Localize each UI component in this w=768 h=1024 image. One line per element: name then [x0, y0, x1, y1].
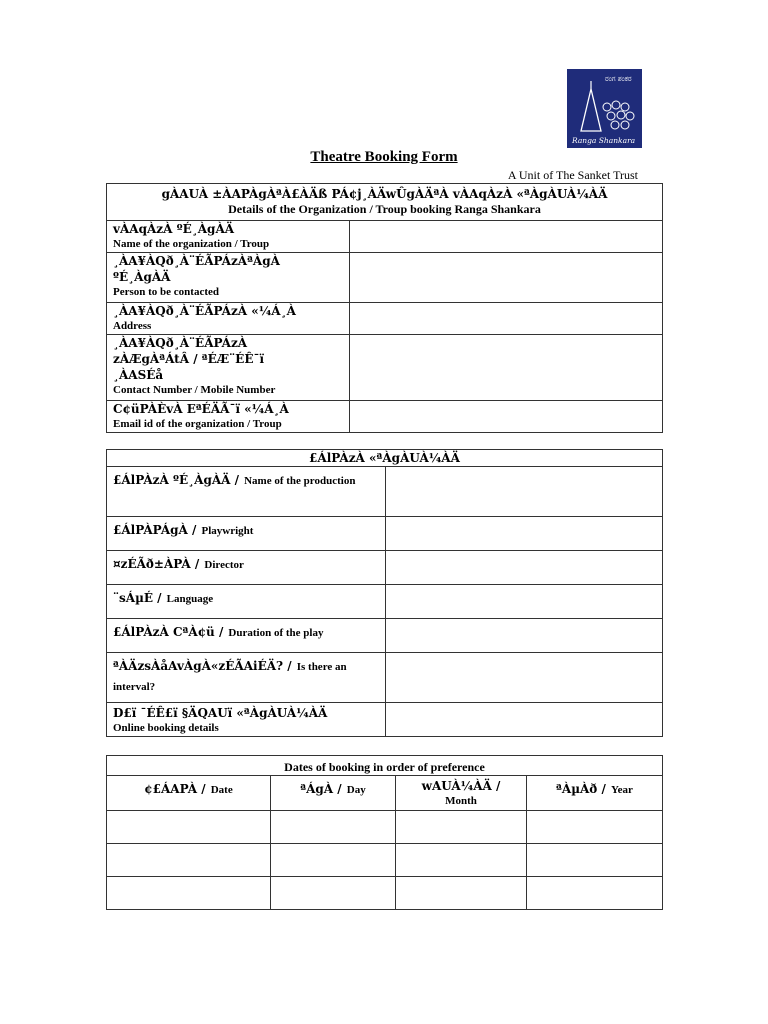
email-row: [107, 401, 663, 433]
email-english: Email id of the organization / Troup: [113, 418, 282, 430]
year-field[interactable]: [527, 811, 663, 844]
booking-preference-row: [107, 811, 663, 844]
date-column-native: ¢£ÁAPÀ /: [144, 782, 206, 796]
organization-name-label: [107, 221, 350, 253]
organization-header-english: Details of the Organization / Troup booking Ranga Shankara: [228, 202, 541, 216]
production-header-cell: [107, 450, 663, 467]
production-name-row: [107, 467, 663, 517]
online-booking-row: [107, 703, 663, 737]
contact-person-label: [107, 253, 350, 303]
contact-person-english: Person to be contacted: [113, 286, 220, 298]
playwright-row: [107, 517, 663, 551]
production-name-field[interactable]: [386, 467, 663, 517]
production-name-english: Name of the production: [244, 475, 356, 487]
organization-details-table: [106, 183, 663, 433]
day-column-header: [271, 776, 396, 811]
address-row: [107, 303, 663, 335]
interval-row: [107, 653, 663, 703]
production-header-native: £ÁlPÀzÀ «ªÀgÀUÀ¼ÀÄ: [309, 451, 460, 465]
playwright-native: £ÁlPÀPÁgÀ /: [113, 523, 197, 537]
page-title: Theatre Booking Form: [310, 149, 458, 165]
booking-dates-caption: [107, 756, 663, 776]
duration-field[interactable]: [386, 619, 663, 653]
contact-person-native: ¸ÀA¥ÀQð¸À¨ÉÃPÁzÀªÀgÀ ºÉ¸ÀgÀÄ: [113, 254, 280, 284]
production-name-label: [107, 467, 386, 517]
contact-person-row: [107, 253, 663, 303]
contact-number-native: ¸ÀA¥ÀQð¸À¨ÉÃPÁzÀ zÀÆgÀªÁtÂ / ªÉÆ¨ÉÊ¯ï ¸ÀASÉå: [113, 336, 265, 382]
organization-name-row: [107, 221, 663, 253]
date-field[interactable]: [107, 877, 271, 910]
production-name-native: £ÁlPÀzÀ ºÉ¸ÀgÀÄ /: [113, 473, 240, 487]
day-field[interactable]: [271, 811, 396, 844]
director-label: [107, 551, 386, 585]
booking-dates-caption-text: Dates of booking in order of preference: [284, 760, 485, 774]
language-english: Language: [166, 593, 214, 605]
day-field[interactable]: [271, 844, 396, 877]
logo-caption: Ranga Shankara: [572, 136, 636, 145]
year-column-header: [527, 776, 663, 811]
duration-english: Duration of the play: [228, 627, 324, 639]
organization-name-english: Name of the organization / Troup: [113, 238, 270, 250]
director-native: ¤zÉÃð±ÀPÀ /: [113, 557, 200, 571]
date-column-english: Date: [210, 784, 233, 796]
month-field[interactable]: [396, 811, 527, 844]
month-field[interactable]: [396, 877, 527, 910]
interval-field[interactable]: [386, 653, 663, 703]
email-field[interactable]: [350, 401, 663, 433]
online-booking-label: [107, 703, 386, 737]
email-native: C¢üPÀÈvÀ EªÉÄÃ¯ï «¼Á¸À: [113, 402, 289, 416]
online-booking-field[interactable]: [386, 703, 663, 737]
logo-artwork: [567, 69, 642, 148]
language-native: ¨sÁµÉ /: [113, 591, 162, 605]
address-english: Address: [113, 320, 152, 332]
booking-dates-table: [106, 755, 663, 910]
language-field[interactable]: [386, 585, 663, 619]
day-column-native: ªÁgÀ /: [300, 782, 342, 796]
production-details-table: [106, 449, 663, 737]
address-field[interactable]: [350, 303, 663, 335]
page-subtitle: A Unit of The Sanket Trust: [507, 168, 638, 182]
year-field[interactable]: [527, 844, 663, 877]
director-english: Director: [204, 559, 244, 571]
online-booking-english: Online booking details: [113, 722, 219, 734]
contact-person-field[interactable]: [350, 253, 663, 303]
playwright-label: [107, 517, 386, 551]
contact-number-row: [107, 335, 663, 401]
contact-number-field[interactable]: [350, 335, 663, 401]
director-row: [107, 551, 663, 585]
ranga-shankara-logo: [567, 69, 642, 148]
month-column-native: wAUÀ¼ÀÄ /: [421, 779, 501, 793]
language-label: [107, 585, 386, 619]
logo-top-text: ರಂಗ ಶಂಕರ: [605, 75, 632, 83]
organization-header-native: gÀAUÀ ±ÀAPÀgÀªÀ£ÀÄß PÁ¢j¸ÀÄwÛgÀÄªÀ vÀAqÀzÀ «ªÀgÀUÀ¼ÀÄ: [161, 187, 608, 201]
year-field[interactable]: [527, 877, 663, 910]
playwright-field[interactable]: [386, 517, 663, 551]
director-field[interactable]: [386, 551, 663, 585]
organization-name-field[interactable]: [350, 221, 663, 253]
duration-native: £ÁlPÀzÀ CªÀ¢ü /: [113, 625, 224, 639]
booking-preference-row: [107, 844, 663, 877]
day-column-english: Day: [346, 784, 366, 796]
month-field[interactable]: [396, 844, 527, 877]
year-column-native: ªÀµÀð /: [556, 782, 606, 796]
interval-native: ªÀÄzsÀåAvÀgÀ«zÉÃAiÉÄ? /: [113, 659, 292, 673]
booking-preference-row: [107, 877, 663, 910]
organization-name-native: vÀAqÀzÀ ºÉ¸ÀgÀÄ: [113, 222, 235, 236]
address-native: ¸ÀA¥ÀQð¸À¨ÉÃPÁzÀ «¼Á¸À: [113, 304, 296, 318]
contact-number-english: Contact Number / Mobile Number: [113, 384, 276, 396]
online-booking-native: D£ï ¯ÉÊ£ï §ÄQAUï «ªÀgÀUÀ¼ÀÄ: [113, 706, 328, 720]
month-column-english: Month: [445, 795, 477, 807]
month-column-header: [396, 776, 527, 811]
booking-dates-caption-row: [107, 756, 663, 776]
playwright-english: Playwright: [201, 525, 254, 537]
organization-header-cell: [107, 184, 663, 221]
date-column-header: [107, 776, 271, 811]
year-column-english: Year: [610, 784, 633, 796]
production-header-row: [107, 450, 663, 467]
organization-header-row: [107, 184, 663, 221]
email-label: [107, 401, 350, 433]
language-row: [107, 585, 663, 619]
address-label: [107, 303, 350, 335]
duration-label: [107, 619, 386, 653]
date-field[interactable]: [107, 811, 271, 844]
interval-english: Is there an interval?: [113, 661, 347, 693]
day-field[interactable]: [271, 877, 396, 910]
duration-row: [107, 619, 663, 653]
contact-number-label: [107, 335, 350, 401]
date-field[interactable]: [107, 844, 271, 877]
interval-label: [107, 653, 386, 703]
booking-dates-header-row: [107, 776, 663, 811]
